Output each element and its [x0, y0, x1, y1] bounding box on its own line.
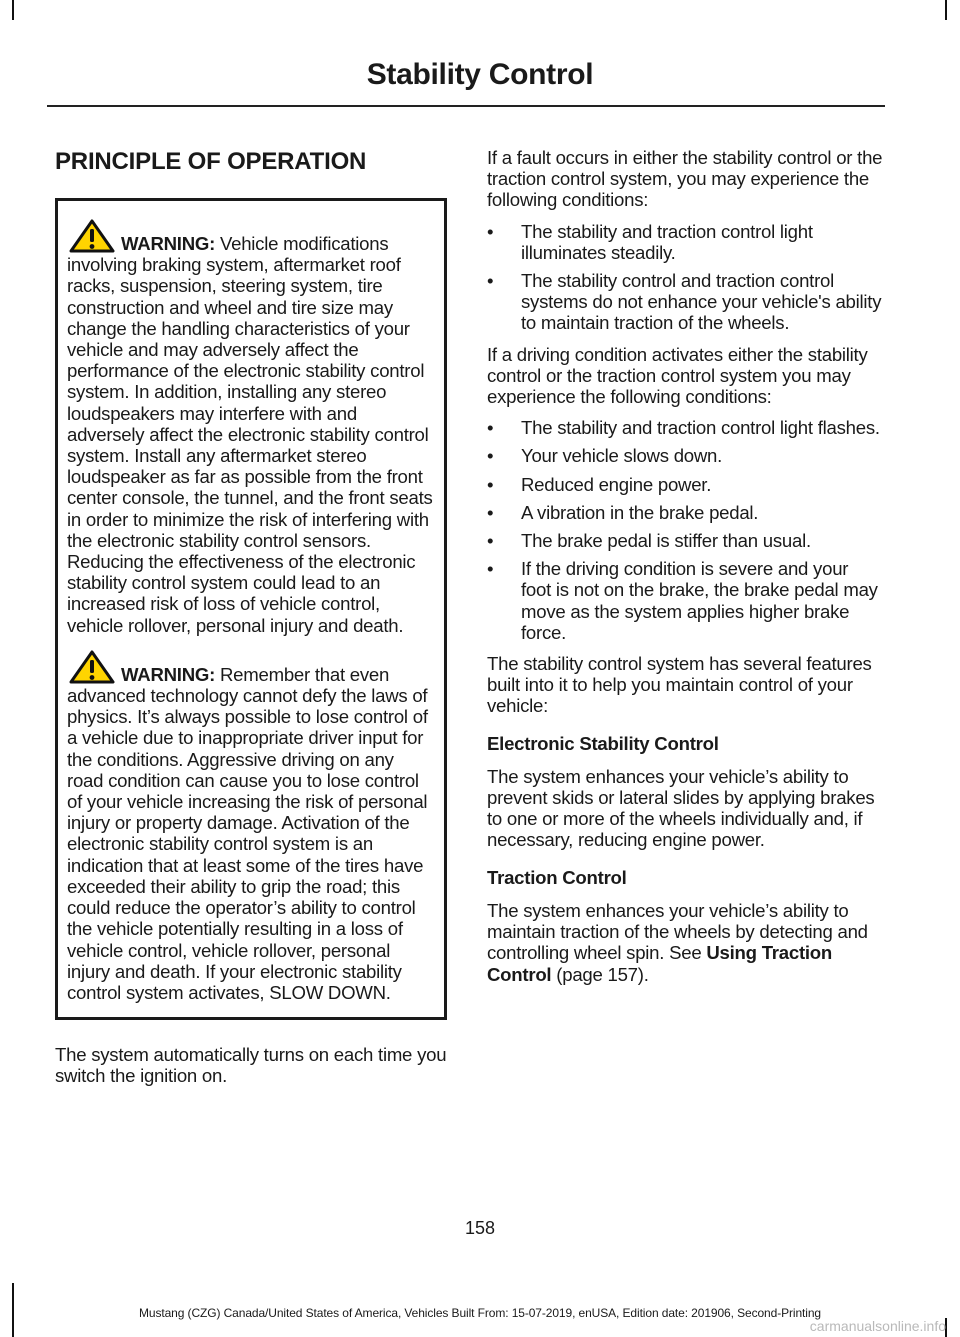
- warning-2: [67, 650, 434, 1003]
- edition-footer: Mustang (CZG) Canada/United States of America, Vehicles Built From: 15-07-2019, enUSA, Edition date: 201906, Second-Printing: [139, 1306, 821, 1320]
- left-column: [55, 148, 447, 1087]
- list-item: • Reduced engine power.: [487, 473, 712, 495]
- tc-paragraph: The system enhances your vehicle’s ability to maintain traction of the wheels by detecting and controlling wheel spin. See Using Traction Control (page 157).: [487, 899, 868, 985]
- section-heading: PRINCIPLE OF OPERATION: [55, 148, 367, 175]
- warning-text: Remember that even advanced technology cannot defy the laws of physics. It’s always possible to lose control of a vehicle due to inappropriate driver input for the conditions. Aggressive driving on any road condition can cause you to lose control of your vehicle increasing the risk of personal injury or property damage. Activation of the electronic stability control system is an indication that at least some of the tires have exceeded their ability to grip the road; this could reduce the operator’s ability to control the vehicle potentially resulting in a loss of vehicle control, vehicle rollover, personal injury and death. If your electronic stability control system activates, SLOW DOWN.: [67, 663, 428, 1003]
- list-item: • The stability and traction control light illuminates steadily.: [487, 220, 813, 263]
- page-number: 158: [464, 1218, 496, 1238]
- list-item: • The stability and traction control light flashes.: [487, 417, 880, 439]
- crop-mark-top-left: [12, 0, 14, 20]
- fault-intro-paragraph: If a fault occurs in either the stability control or the traction control system, you may experience the following conditions:: [487, 147, 883, 211]
- list-item: • The brake pedal is stiffer than usual.: [487, 530, 811, 552]
- crop-mark-top-right: [945, 0, 947, 20]
- traction-control-link[interactable]: Using Traction Control: [487, 942, 833, 985]
- warning-text: Vehicle modifications involving braking system, aftermarket roof racks, suspension, steering system, tire construction and wheel and tire size may change the handling characteristics of your vehicle and may adversely affect the performance of the electronic stability control system. In addition, installing any stereo loudspeakers may interfere with and adversely affect the electronic stability control system. Install any aftermarket stereo loudspeaker as far as possible from the front center console, the tunnel, and the front seats in order to minimize the risk of interfering with the electronic stability control sensors. Reducing the effectiveness of the electronic stability control system could lead to an increased risk of loss of vehicle control, vehicle rollover, personal injury and death.: [67, 233, 433, 636]
- ignition-paragraph: The system automatically turns on each time you switch the ignition on.: [55, 1044, 447, 1087]
- activation-intro-paragraph: If a driving condition activates either the stability control or the traction control system you may experience the following conditions:: [487, 343, 868, 408]
- features-intro-paragraph: The stability control system has several features built into it to help you maintain control of your vehicle:: [487, 653, 872, 717]
- right-column: [487, 147, 883, 995]
- esc-paragraph: The system enhances your vehicle’s ability to prevent skids or lateral slides by applying brakes to one or more of the wheels individually and, if necessary, reducing engine power.: [487, 765, 875, 851]
- esc-heading: Electronic Stability Control: [487, 732, 719, 754]
- warning-triangle-icon: [69, 650, 115, 684]
- warning-1: [67, 219, 434, 636]
- warning-box: [55, 198, 447, 1020]
- fault-conditions-list: [487, 221, 883, 334]
- header-rule: [47, 105, 885, 107]
- tc-heading: Traction Control: [487, 866, 627, 888]
- list-item: • The stability control and traction control systems do not enhance your vehicle's ability to maintain traction of the wheels.: [487, 270, 882, 334]
- page-reference: (page 157).: [556, 963, 649, 985]
- list-item: • If the driving condition is severe and your foot is not on the brake, the brake pedal may move as the system applies higher brake force.: [487, 558, 878, 643]
- chapter-title: Stability Control: [366, 58, 594, 91]
- warning-label: WARNING:: [121, 233, 216, 254]
- watermark: carmanualsonline.info: [809, 1318, 946, 1334]
- list-item: • Your vehicle slows down.: [487, 445, 723, 467]
- warning-label: WARNING:: [121, 663, 216, 685]
- warning-triangle-icon: [69, 219, 115, 253]
- list-item: • A vibration in the brake pedal.: [487, 501, 759, 523]
- activation-conditions-list: [487, 417, 883, 643]
